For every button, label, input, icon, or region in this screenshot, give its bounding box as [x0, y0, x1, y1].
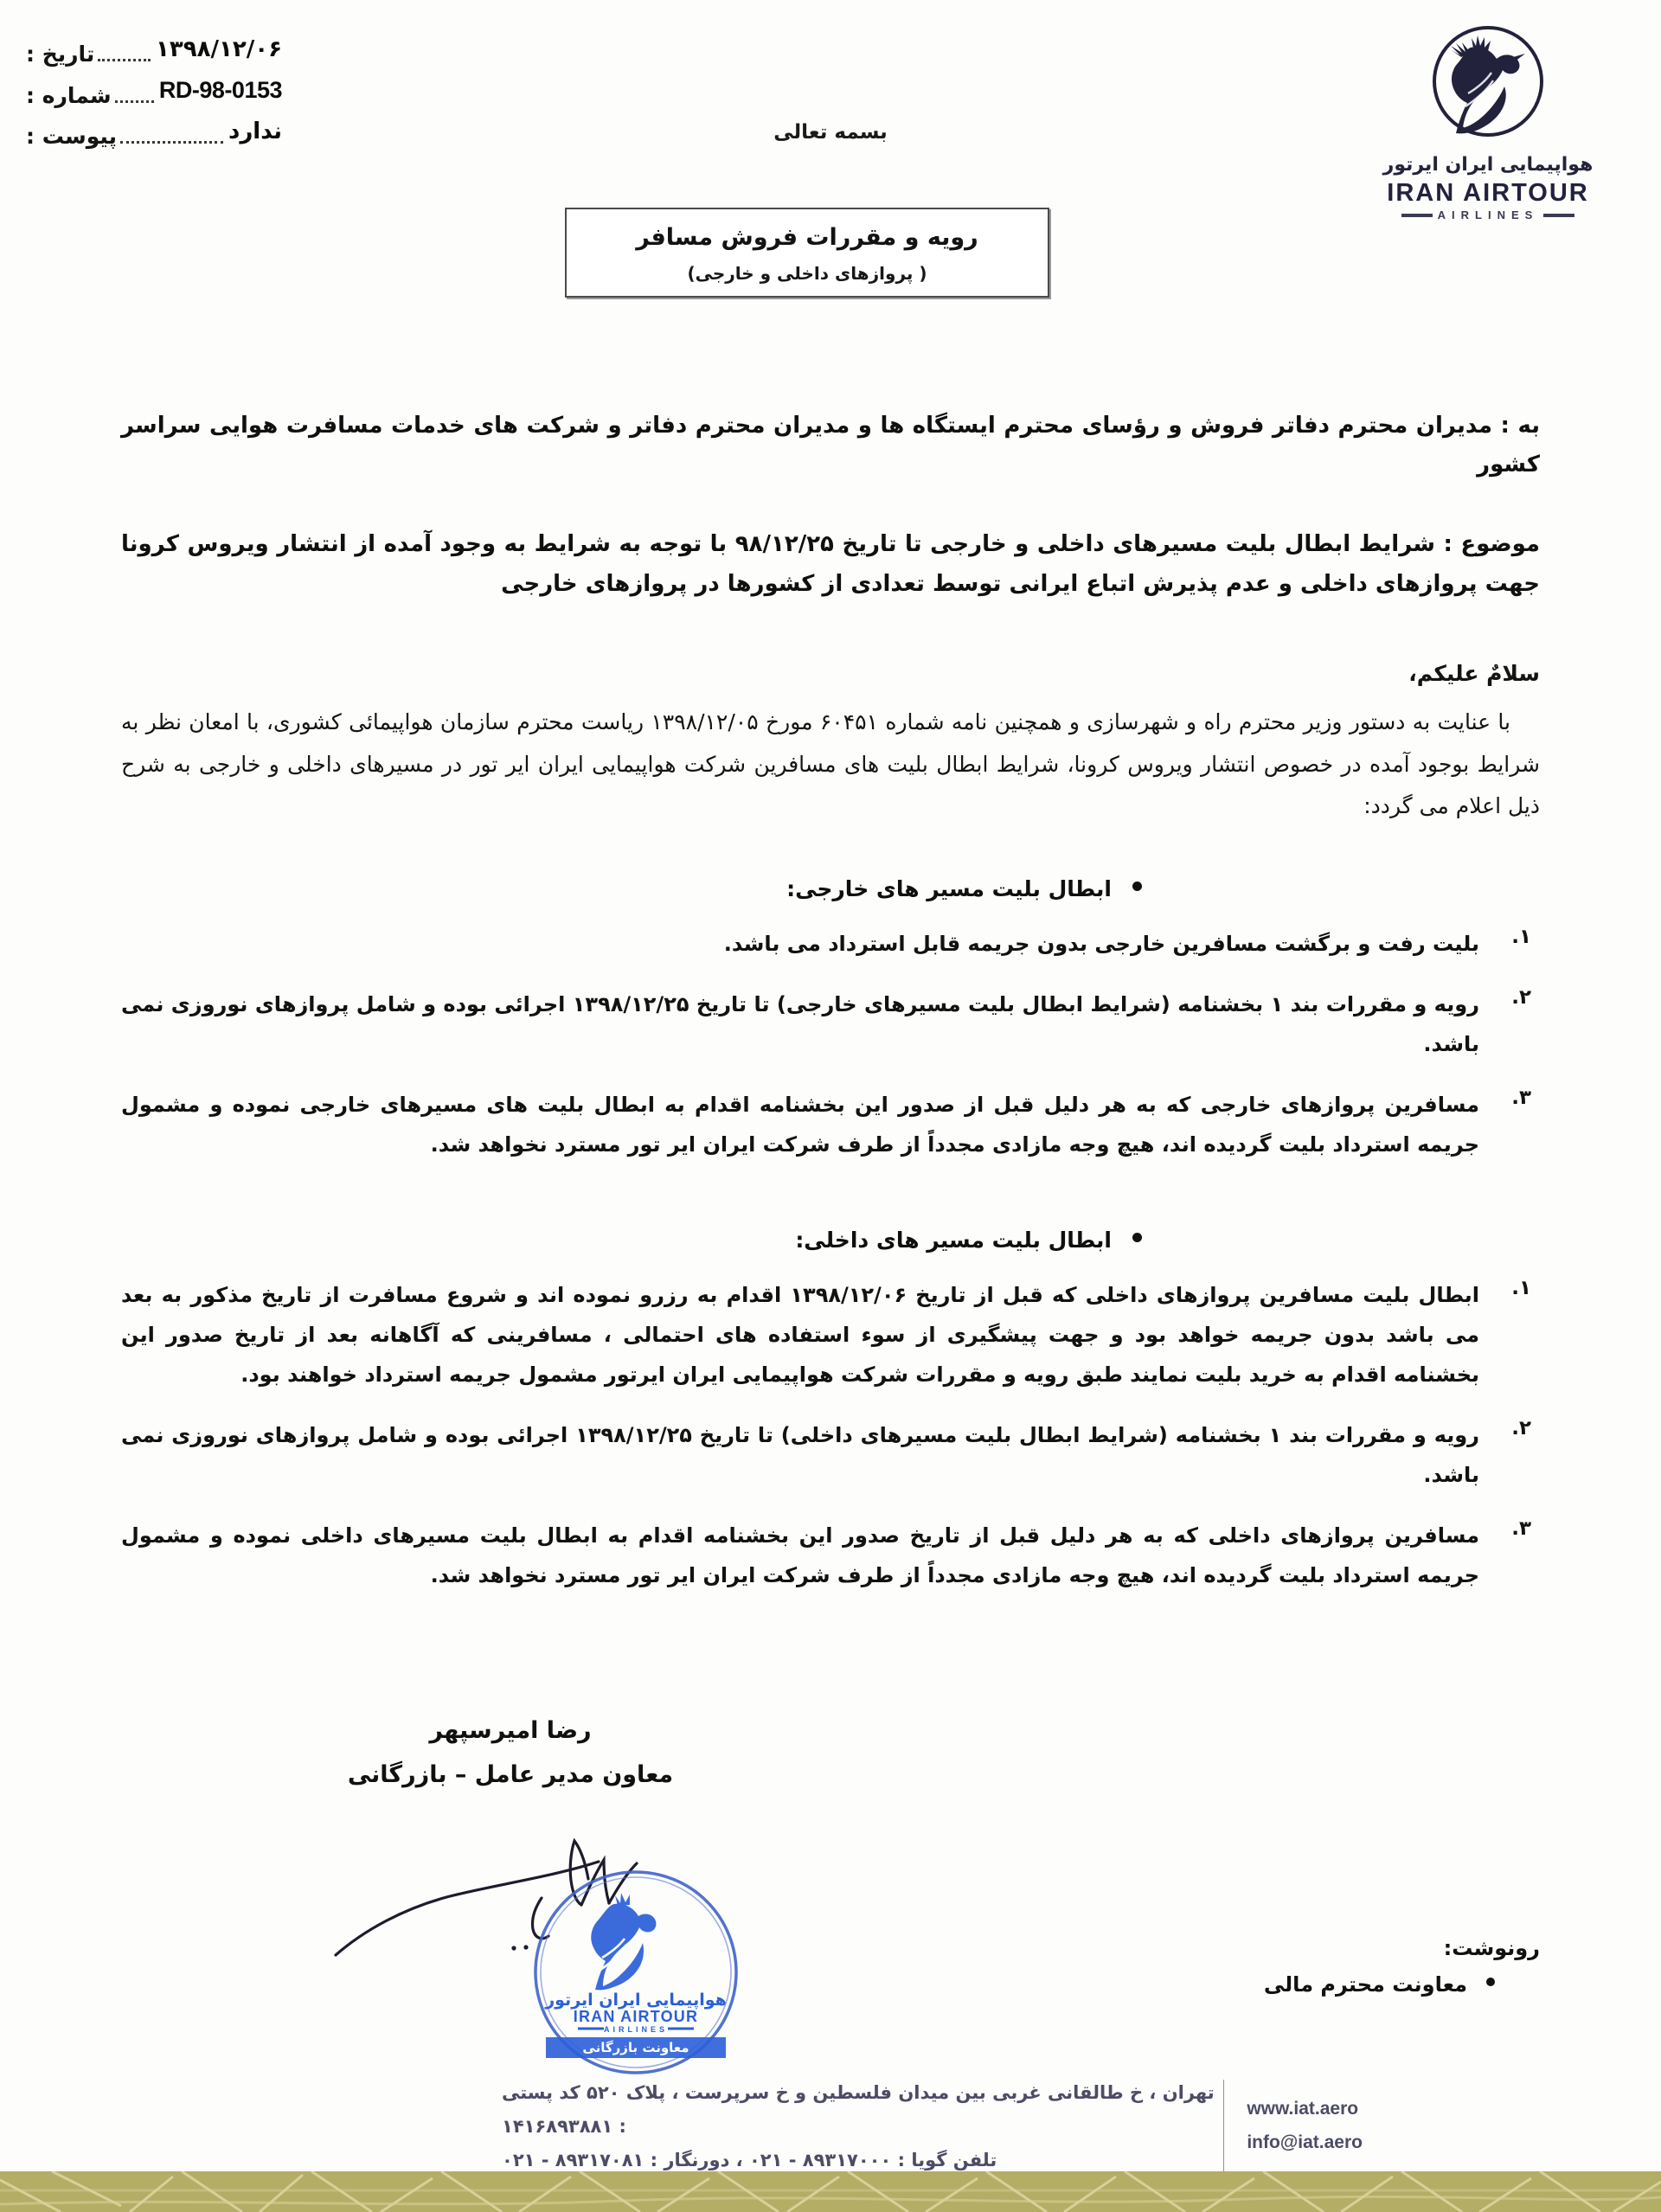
footer-divider: [1223, 2080, 1225, 2174]
number-value: RD-98-0153: [158, 77, 282, 103]
page-footer: [0, 2076, 1661, 2170]
logo-english-name: IRAN AIRTOUR: [1387, 179, 1589, 207]
footer-website[interactable]: www.iat.aero: [1247, 2099, 1359, 2119]
date-label: تاریخ :: [26, 42, 95, 67]
list-item: [121, 1516, 1540, 1595]
letter-body: [121, 407, 1540, 1616]
svg-text:معاونت بازرگانی: معاونت بازرگانی: [582, 2040, 689, 2055]
signatory-name: رضا امیرسپهر: [429, 1717, 592, 1744]
list-item: [121, 984, 1540, 1064]
section-heading-row: [121, 1228, 1142, 1253]
intro-paragraph: با عنایت به دستور وزیر محترم راه و شهرسازی و همچنین نامه شماره ۶۰۴۵۱ مورخ ۱۳۹۸/۱۲/۰۵ ریاست محترم سازمان هواپیمائی کشوری، با امعان نظر به شرایط بوجود آمده در خصوص انتشار ویروس کرونا، شرایط ابطال بلیت های مسافرین شرکت هواپیمایی ایران ایر تور در مسیرهای داخلی و خارجی به شرح ذیل اعلام می گردد:: [121, 708, 1540, 819]
company-logo: [1350, 19, 1626, 221]
bullet-dot-icon: [1486, 1978, 1495, 1986]
subject-line: موضوع : شرایط ابطال بلیت مسیرهای داخلی و خارجی تا تاریخ ۹۸/۱۲/۲۵ با توجه به شرایط به وجود آمده از انتشار ویروس کرونا جهت پروازهای داخلی و عدم پذیرش اتباع ایرانی توسط تعدادی از کشورها در پروازهای خارجی: [121, 531, 1540, 597]
item-text: بلیت رفت و برگشت مسافرین خارجی بدون جریمه قابل استرداد می باشد.: [723, 932, 1479, 957]
cc-block: [1055, 1936, 1540, 1997]
list-item: [1055, 1972, 1495, 1997]
svg-text:IRAN AIRTOUR: IRAN AIRTOUR: [573, 2008, 699, 2025]
cc-item-label: معاونت محترم مالی: [1263, 1972, 1467, 1997]
document-subtitle: ( پروازهای داخلی و خارجی): [687, 263, 927, 284]
section-heading-row: [121, 876, 1142, 901]
number-dots: [115, 89, 154, 103]
section-international-routes: [121, 876, 1540, 1164]
number-label: شماره :: [26, 83, 112, 108]
bullet-dot-icon: [1132, 882, 1142, 891]
meta-row-date: [26, 36, 284, 67]
section-heading-international: ابطال بلیت مسیر های خارجی:: [786, 876, 1112, 902]
bismillah-text: بسمه تعالی: [773, 121, 888, 144]
item-number: ۳.: [1511, 1516, 1531, 1540]
list-item: [121, 924, 1540, 964]
cc-list: [1055, 1972, 1495, 1997]
date-dots: [98, 48, 151, 61]
company-stamp: [528, 1864, 744, 2081]
footer-address: [484, 2076, 1215, 2177]
international-items-list: [121, 924, 1540, 1164]
bullet-dot-icon: [1132, 1233, 1142, 1242]
footer-address-line-2: تلفن گویا : ۸۹۳۱۷۰۰۰ - ۰۲۱ ، دورنگار : ۸۹۳۱۷۰۸۱ - ۰۲۱: [502, 2149, 997, 2170]
item-text: ابطال بلیت مسافرین پروازهای داخلی که قبل از تاریخ ۱۳۹۸/۱۲/۰۶ اقدام به رزرو نموده اند و شروع مسافرت از تاریخ مذکور به بعد می باشد بدون جریمه خواهد بود و جهت پیشگیری از سوء استفاده های احتمالی ، مسافرینی که آگاهانه بعد از تاریخ صدور این بخشنامه اقدام به خرید بلیت نمایند طبق رویه و مقررات شرکت هواپیمایی ایران ایرتور مشمول جریمه استرداد خواهند بود.: [121, 1282, 1479, 1387]
list-item: [121, 1085, 1540, 1164]
meta-row-number: [26, 77, 284, 109]
document-title-box: [565, 208, 1049, 298]
domestic-items-list: [121, 1275, 1540, 1596]
item-text: مسافرین پروازهای خارجی که به هر دلیل قبل از صدور این بخشنامه اقدام به ابطال بلیت های مسیرهای خارجی نموده و مشمول جریمه استرداد بلیت گردیده اند، هیچ وجه مازادی مجدداً از طرف شرکت ایران ایر تور مسترد نخواهد شد.: [121, 1093, 1479, 1157]
rooster-bird-in-circle-icon: [1423, 19, 1553, 149]
attachment-label: پیوست :: [26, 124, 118, 149]
svg-text:AIRLINES: AIRLINES: [603, 2025, 669, 2034]
list-item: [121, 1415, 1540, 1495]
item-number: ۱.: [1511, 1276, 1531, 1299]
item-number: ۳.: [1511, 1087, 1531, 1110]
logo-persian-name: هواپیمایی ایران ایرتور: [1382, 154, 1594, 176]
item-text: رویه و مقررات بند ۱ بخشنامه (شرایط ابطال بلیت مسیرهای خارجی) تا تاریخ ۱۳۹۸/۱۲/۲۵ اجرائی بوده و شامل پروازهای نوروزی نمی باشد.: [121, 992, 1479, 1057]
footer-email[interactable]: info@iat.aero: [1247, 2132, 1363, 2153]
footer-contact-web: [1247, 2093, 1363, 2160]
cc-label: رونوشت:: [1443, 1936, 1540, 1960]
list-item: [121, 1275, 1540, 1395]
logo-english-subtitle: AIRLINES: [1350, 208, 1626, 221]
addressee-line: به : مدیران محترم دفاتر فروش و رؤسای محترم ایستگاه ها و مدیران محترم دفاتر و شرکت های خدمات مسافرت هوایی سراسر کشور: [121, 413, 1540, 478]
item-number: ۲.: [1511, 986, 1531, 1010]
item-number: ۱.: [1511, 926, 1531, 949]
document-title: رویه و مقررات فروش مسافر: [636, 224, 978, 251]
signature-block: [329, 1717, 692, 1788]
svg-text:هواپیمایی ایران ایرتور: هواپیمایی ایران ایرتور: [545, 1991, 727, 2010]
signatory-title: معاون مدیر عامل – بازرگانی: [347, 1761, 674, 1788]
decorative-bottom-band: [0, 2171, 1661, 2212]
item-number: ۲.: [1511, 1416, 1531, 1439]
attachment-value: ندارد: [228, 119, 282, 144]
footer-address-line-1: تهران ، خ طالقانی غربی بین میدان فلسطین و خ سرپرست ، پلاک ۵۲۰ کد پستی : ۱۴۱۶۸۹۳۸۸۱: [501, 2082, 1215, 2137]
item-text: مسافرین پروازهای داخلی که به هر دلیل قبل از تاریخ صدور این بخشنامه اقدام به ابطال بلیت مسیرهای داخلی نموده و مشمول جریمه استرداد بلیت گردیده اند، هیچ وجه مازادی مجدداً از طرف شرکت ایران ایر تور مسترد نخواهد شد.: [121, 1523, 1479, 1588]
item-text: رویه و مقررات بند ۱ بخشنامه (شرایط ابطال بلیت مسیرهای داخلی) تا تاریخ ۱۳۹۸/۱۲/۲۵ اجرائی بوده و شامل پروازهای نوروزی نمی باشد.: [121, 1422, 1479, 1487]
salutation: سلامٌ علیکم،: [1408, 660, 1540, 686]
date-value: ۱۳۹۸/۱۲/۰۶: [156, 36, 282, 62]
section-domestic-routes: [121, 1228, 1540, 1596]
document-meta-block: [26, 36, 284, 164]
section-heading-domestic: ابطال بلیت مسیر های داخلی:: [795, 1227, 1112, 1253]
